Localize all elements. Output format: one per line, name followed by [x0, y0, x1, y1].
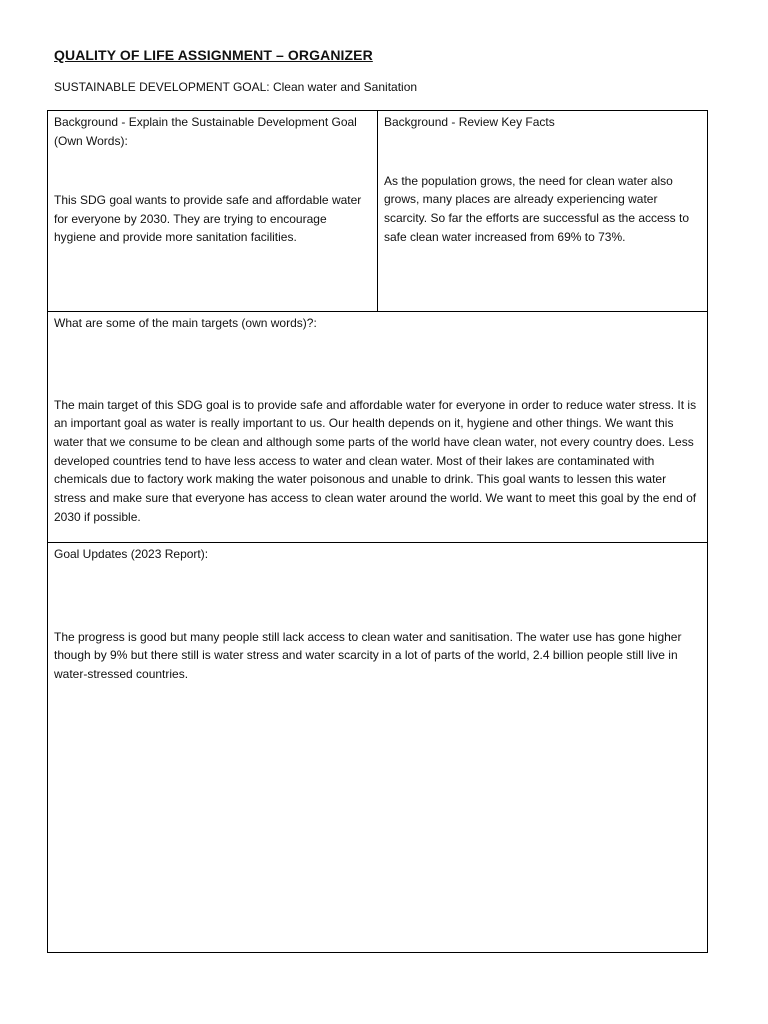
document-subtitle: SUSTAINABLE DEVELOPMENT GOAL: Clean water and Sanitation: [54, 80, 418, 94]
background-explain-cell: [48, 111, 378, 311]
organizer-table: [47, 110, 708, 953]
main-targets-answer: The main target of this SDG goal is to provide safe and affordable water for everyone in order to reduce water stress. It is an important goal as water is really important to us. Our health depends on it, hygiene and other things. We want this water that we consume to be clean and although some parts of the world have clean water, not every country does. Less developed countries tend to have less access to water and clean water. Most of their lakes are contaminated with chemicals due to factory work making the water poisonous and unable to drink. This goal wants to lessen this water stress and make sure that everyone has access to clean water around the world. We want to meet this goal by the end of 2030 if possible.: [54, 397, 697, 524]
background-explain-label: Background - Explain the Sustainable Development Goal (Own Words):: [54, 115, 357, 148]
goal-updates-label: Goal Updates (2023 Report):: [54, 547, 209, 561]
goal-updates-cell: [48, 543, 707, 952]
background-explain-answer: This SDG goal wants to provide safe and affordable water for everyone by 2030. They are trying to encourage hygiene and provide more sanitation facilities.: [54, 193, 362, 245]
background-row: [48, 111, 707, 312]
main-targets-label: What are some of the main targets (own words)?:: [54, 316, 317, 330]
background-facts-label: Background - Review Key Facts: [384, 115, 555, 129]
main-targets-cell: [48, 312, 707, 543]
document-title: QUALITY OF LIFE ASSIGNMENT – ORGANIZER: [54, 47, 373, 63]
background-facts-answer: As the population grows, the need for clean water also grows, many places are already experiencing water scarcity. So far the efforts are successful as the access to safe clean water increased from 69% to 73%.: [384, 173, 690, 244]
background-facts-cell: [378, 111, 707, 311]
goal-updates-answer: The progress is good but many people still lack access to clean water and sanitisation. The water use has gone higher though by 9% but there still is water stress and water scarcity in a lot of parts of the world, 2.4 billion people still live in water-stressed countries.: [54, 629, 682, 681]
